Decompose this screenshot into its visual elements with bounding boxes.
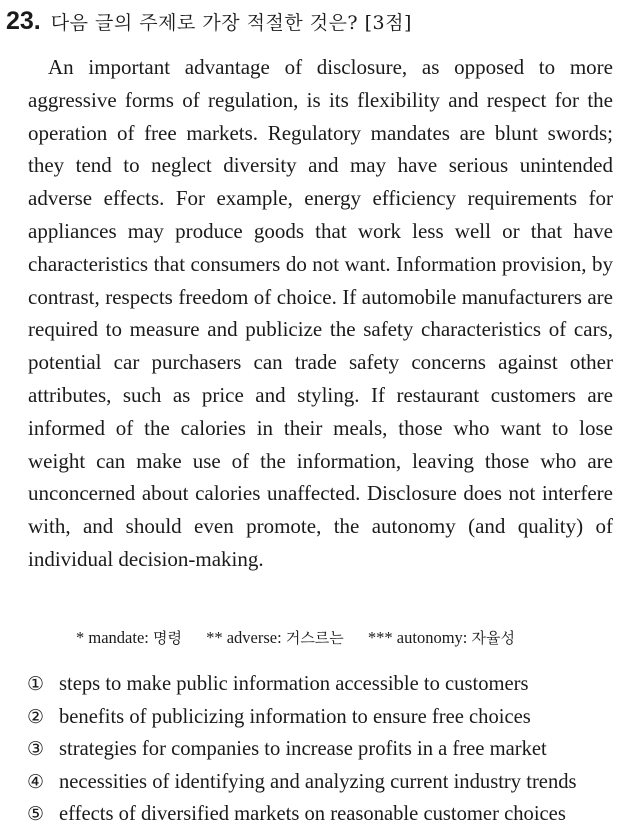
footnote-term: autonomy:	[396, 628, 468, 647]
answer-choice-2[interactable]	[27, 701, 627, 734]
answer-choices	[27, 668, 627, 831]
choice-text: effects of diversified markets on reasonable customer choices	[59, 803, 566, 826]
choice-text: steps to make public information accessible to customers	[59, 673, 529, 695]
choice-text: necessities of identifying and analyzing current industry trends	[59, 770, 577, 793]
question-prompt: 다음 글의 주제로 가장 적절한 것은? [3점]	[50, 12, 412, 34]
footnote-autonomy	[368, 624, 515, 652]
answer-choice-1[interactable]	[27, 668, 627, 701]
footnote-marker: *	[76, 628, 85, 647]
footnote-meaning: 거스르는	[285, 629, 344, 647]
footnote-term: adverse:	[226, 628, 282, 647]
choice-number: ①	[27, 673, 45, 695]
choice-text: benefits of publicizing information to ensure free choices	[59, 705, 531, 728]
answer-choice-3[interactable]	[27, 733, 627, 766]
footnote-marker: **	[206, 628, 223, 647]
question-number: 23.	[6, 7, 41, 35]
choice-number: ②	[27, 705, 45, 728]
choice-number: ⑤	[27, 803, 45, 826]
footnote-mandate	[76, 624, 182, 652]
footnote-adverse	[206, 624, 344, 652]
answer-choice-5[interactable]	[27, 798, 627, 831]
footnote-meaning: 명령	[152, 629, 182, 647]
choice-text: strategies for companies to increase profits in a free market	[59, 738, 547, 761]
choice-number: ④	[27, 770, 45, 793]
reading-passage: An important advantage of disclosure, as opposed to more aggressive forms of regulation, is its flexibility and respect for the operation of free markets. Regulatory mandates are blunt swords; they tend to neglect diversity and may have serious unintended adverse effects. For example, energy efficiency requirements for appliances may produce goods that work less well or that have characteristics that consumers do not want. Information provision, by contrast, respects freedom of choice. If automobile manufacturers are required to measure and publicize the safety characteristics of cars, potential car purchasers can trade safety concerns against other attributes, such as price and styling. If restaurant customers are informed of the calories in their meals, those who want to lose weight can make use of the information, leaving those who are unconcerned about calories unaffected. Disclosure does not interfere with, and should even promote, the autonomy (and quality) of individual decision-making.	[28, 55, 613, 571]
question-header	[6, 4, 412, 42]
footnote-term: mandate:	[88, 628, 149, 647]
answer-choice-4[interactable]	[27, 766, 627, 799]
footnote-meaning: 자율성	[471, 629, 515, 647]
footnote-marker: ***	[367, 628, 393, 647]
vocabulary-footnotes	[76, 624, 616, 652]
choice-number: ③	[27, 738, 45, 761]
